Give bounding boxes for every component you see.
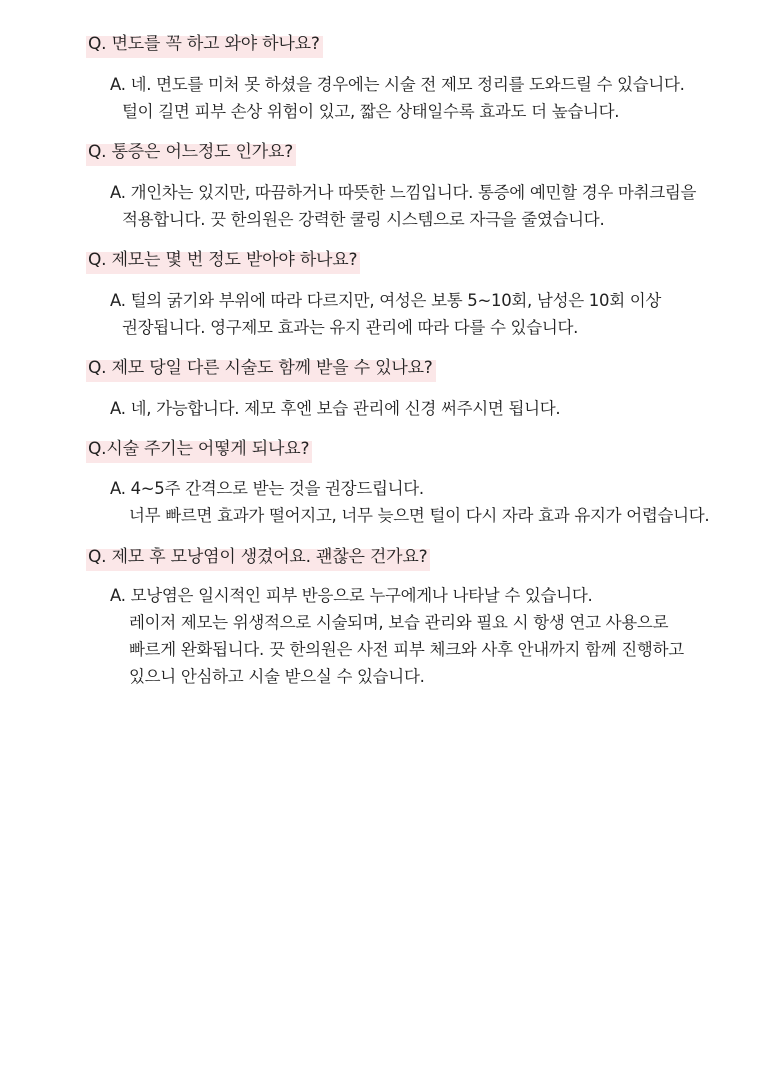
question-text: Q. 제모 당일 다른 시술도 함께 받을 수 있나요? — [88, 358, 433, 378]
answer-line: 레이저 제모는 위생적으로 시술되며, 보습 관리와 필요 시 항생 연고 사용으로 — [129, 613, 669, 632]
answer-line: 너무 빠르면 효과가 떨어지고, 너무 늦으면 털이 다시 자라 효과 유지가 어렵습니다. — [129, 506, 710, 525]
answer-line: A. 4~5주 간격으로 받는 것을 권장드립니다. — [110, 479, 424, 498]
question-text: Q. 면도를 꼭 하고 와야 하나요? — [88, 34, 320, 54]
question-text: Q.시술 주기는 어떻게 되나요? — [88, 439, 310, 459]
question-text: Q. 제모는 몇 번 정도 받아야 하나요? — [88, 250, 358, 270]
faq-answer-shaving — [110, 71, 685, 125]
answer-line: 털이 길면 피부 손상 위험이 있고, 짧은 상태일수록 효과도 더 높습니다. — [122, 102, 620, 121]
question-text: Q. 통증은 어느정도 인가요? — [88, 142, 294, 162]
faq-answer-folliculitis — [110, 582, 684, 690]
answer-line: 권장됩니다. 영구제모 효과는 유지 관리에 따라 다를 수 있습니다. — [122, 318, 579, 337]
faq-answer-sessions — [110, 287, 661, 341]
faq-question-sessions — [86, 247, 360, 274]
faq-question-shaving — [86, 31, 323, 58]
faq-question-pain — [86, 139, 296, 166]
answer-line: 있으니 안심하고 시술 받으실 수 있습니다. — [129, 667, 425, 686]
answer-line: A. 털의 굵기와 부위에 따라 다르지만, 여성은 보통 5~10회, 남성은 10회 이상 — [110, 291, 662, 310]
answer-line: 빠르게 완화됩니다. 끗 한의원은 사전 피부 체크와 사후 안내까지 함께 진행하고 — [129, 640, 684, 659]
answer-line: A. 네, 가능합니다. 제모 후엔 보습 관리에 신경 써주시면 됩니다. — [110, 399, 561, 418]
answer-line: A. 개인차는 있지만, 따끔하거나 따뜻한 느낌입니다. 통증에 예민할 경우 마취크림을 — [110, 183, 697, 202]
question-text: Q. 제모 후 모낭염이 생겼어요. 괜찮은 건가요? — [88, 547, 428, 567]
faq-answer-interval — [110, 475, 709, 529]
faq-question-folliculitis — [86, 544, 430, 571]
faq-question-same-day — [86, 355, 436, 382]
answer-line: A. 네. 면도를 미처 못 하셨을 경우에는 시술 전 제모 정리를 도와드릴 수 있습니다. — [110, 75, 685, 94]
faq-answer-pain — [110, 179, 696, 233]
answer-line: A. 모낭염은 일시적인 피부 반응으로 누구에게나 나타날 수 있습니다. — [110, 586, 593, 605]
faq-question-interval — [86, 436, 312, 463]
faq-answer-same-day — [110, 395, 560, 422]
answer-line: 적용합니다. 끗 한의원은 강력한 쿨링 시스템으로 자극을 줄였습니다. — [122, 210, 605, 229]
